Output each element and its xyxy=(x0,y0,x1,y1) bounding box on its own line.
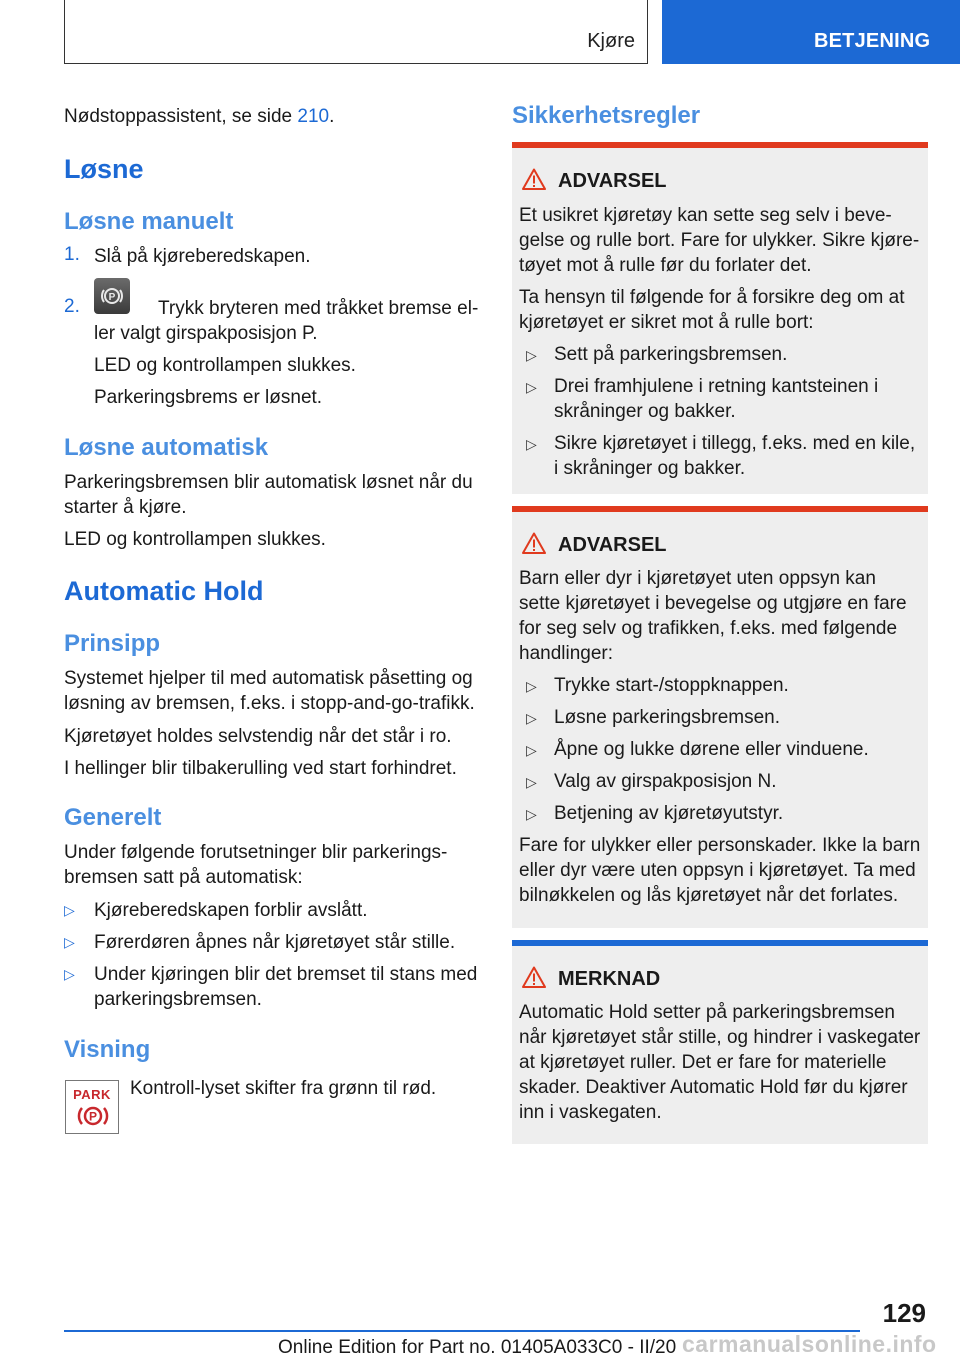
parking-brake-switch-icon xyxy=(94,278,130,314)
box3-line: at kjøretøyet ruller. Det er fare for materielle xyxy=(519,1052,887,1073)
intro-line: Nødstoppassistent, se side 210. xyxy=(64,106,335,127)
bullet-triangle-icon: ▷ xyxy=(526,710,537,726)
heading-losne-manuelt: Løsne manuelt xyxy=(64,208,234,235)
step-2-sub-1: LED og kontrollampen slukkes. xyxy=(94,355,356,376)
box2-item: Åpne og lukke dørene eller vinduene. xyxy=(554,739,869,760)
header-chapter: Kjøre xyxy=(587,30,635,52)
box1-line: kjøretøyet er sikret mot å rulle bort: xyxy=(519,312,814,333)
box2-line: sette kjøretøyet i bevegelse og utgjøre en fare xyxy=(519,593,907,614)
auto-p1a: Parkeringsbremsen blir automatisk løsnet når du xyxy=(64,472,473,493)
footer-edition: Online Edition for Part no. 01405A033C0 - II/20 xyxy=(278,1337,677,1358)
box2-item: Trykke start-/stoppknappen. xyxy=(554,675,789,696)
bullet-triangle-icon: ▷ xyxy=(526,678,537,694)
heading-losne: Løsne xyxy=(64,154,144,184)
visning-text: Kontroll-lyset skifter fra grønn til rød. xyxy=(130,1078,437,1099)
note-box xyxy=(512,940,928,1144)
step-1-text: Slå på kjøreberedskapen. xyxy=(94,246,311,267)
page-link-210[interactable]: 210 xyxy=(297,106,330,127)
svg-text:P: P xyxy=(88,1109,98,1124)
box1-item: Sett på parkeringsbremsen. xyxy=(554,344,788,365)
warning-box-2 xyxy=(512,506,928,928)
svg-text:P: P xyxy=(108,292,116,303)
header-section-tab[interactable]: BETJENING xyxy=(662,0,960,64)
heading-losne-automatisk: Løsne automatisk xyxy=(64,434,269,461)
step-number: 1. xyxy=(64,244,80,265)
warning-title: ADVARSEL xyxy=(558,534,667,556)
box1-line: gelse og rulle bort. Fare for ulykker. Sikre kjøre- xyxy=(519,230,920,251)
note-title: MERKNAD xyxy=(558,968,661,990)
box3-line: inn i vaskegaten. xyxy=(519,1102,662,1123)
box2-item: Valg av girspakposisjon N. xyxy=(554,771,777,792)
bullet-triangle-icon: ▷ xyxy=(64,902,75,918)
step-2-text-a: Trykk bryteren med tråkket bremse el- xyxy=(158,298,479,319)
step-2-text-b: ler valgt girspakposisjon P. xyxy=(94,323,318,344)
bullet-triangle-icon: ▷ xyxy=(526,379,537,395)
note-triangle-icon xyxy=(522,966,546,988)
bullet-triangle-icon: ▷ xyxy=(526,774,537,790)
box2-item: Betjening av kjøretøyutstyr. xyxy=(554,803,784,824)
box2-line: Barn eller dyr i kjøretøyet uten oppsyn kan xyxy=(519,568,876,589)
warning-bar xyxy=(512,506,928,512)
box1-line: tøyet mot å rulle før du forlater det. xyxy=(519,255,812,276)
bullet-triangle-icon: ▷ xyxy=(526,436,537,452)
header-chapter-box xyxy=(64,0,648,64)
heading-prinsipp: Prinsipp xyxy=(64,630,161,657)
box3-line: skader. Deaktiver Automatic Hold før du kjører xyxy=(519,1077,908,1098)
auto-p2: LED og kontrollampen slukkes. xyxy=(64,529,326,550)
box2-item: Løsne parkeringsbremsen. xyxy=(554,707,780,728)
generelt-p1a: Under følgende forutsetninger blir parkerings- xyxy=(64,842,448,863)
step-number: 2. xyxy=(64,296,80,317)
heading-sikkerhetsregler: Sikkerhetsregler xyxy=(512,102,701,129)
warning-triangle-icon xyxy=(522,532,546,554)
generelt-p1b: bremsen satt på automatisk: xyxy=(64,867,303,888)
warning-title: ADVARSEL xyxy=(558,170,667,192)
step-2-sub-2: Parkeringsbrems er løsnet. xyxy=(94,387,323,408)
warning-triangle-icon xyxy=(522,168,546,190)
box2-line: bilnøkkelen og lås kjøretøyet når det forlates. xyxy=(519,885,899,906)
bullet-triangle-icon: ▷ xyxy=(64,966,75,982)
box1-line: Et usikret kjøretøy kan sette seg selv i beve- xyxy=(519,205,892,226)
auto-p1b: starter å kjøre. xyxy=(64,497,187,518)
warning-bar xyxy=(512,142,928,148)
prinsipp-p3: I hellinger blir tilbakerulling ved start forhindret. xyxy=(64,758,457,779)
box3-line: Automatic Hold setter på parkeringsbremsen xyxy=(519,1002,895,1023)
warning-box-1 xyxy=(512,142,928,494)
box1-line: Ta hensyn til følgende for å forsikre deg om at xyxy=(519,287,905,308)
bullet-triangle-icon: ▷ xyxy=(526,347,537,363)
box1-item-cont: i skråninger og bakker. xyxy=(554,458,746,479)
park-icon-label: PARK xyxy=(73,1087,111,1102)
box2-line: Fare for ulykker eller personskader. Ikke la barn xyxy=(519,835,921,856)
bullet-triangle-icon: ▷ xyxy=(526,742,537,758)
generelt-item: Under kjøringen blir det bremset til stans med xyxy=(94,964,478,985)
watermark: carmanualsonline.info xyxy=(682,1331,937,1357)
heading-automatic-hold: Automatic Hold xyxy=(64,576,264,606)
prinsipp-p1b: løsning av bremsen, f.eks. i stopp-and-go-trafikk. xyxy=(64,693,475,714)
box2-line: for seg selv og trafikken, f.eks. med følgende xyxy=(519,618,898,639)
prinsipp-p2: Kjøretøyet holdes selvstendig når det står i ro. xyxy=(64,726,452,747)
box3-line: når kjøretøyet står stille, og hindrer i vaskegater xyxy=(519,1027,921,1048)
bullet-triangle-icon: ▷ xyxy=(526,806,537,822)
box2-line: handlinger: xyxy=(519,643,614,664)
box1-item: Sikre kjøretøyet i tillegg, f.eks. med en kile, xyxy=(554,433,916,454)
park-indicator-icon xyxy=(65,1080,119,1134)
box2-line: eller dyr være uten oppsyn i kjøretøyet. Ta med xyxy=(519,860,916,881)
page-number: 129 xyxy=(882,1298,926,1328)
box1-item-cont: skråninger og bakker. xyxy=(554,401,736,422)
generelt-item: Førerdøren åpnes når kjøretøyet står stille. xyxy=(94,932,456,953)
generelt-item: Kjøreberedskapen forblir avslått. xyxy=(94,900,368,921)
note-bar xyxy=(512,940,928,946)
heading-generelt: Generelt xyxy=(64,804,162,831)
heading-visning: Visning xyxy=(64,1036,151,1063)
box1-item: Drei framhjulene i retning kantsteinen i xyxy=(554,376,879,397)
prinsipp-p1a: Systemet hjelper til med automatisk påsetting og xyxy=(64,668,473,689)
bullet-triangle-icon: ▷ xyxy=(64,934,75,950)
generelt-item-cont: parkeringsbremsen. xyxy=(94,989,262,1010)
